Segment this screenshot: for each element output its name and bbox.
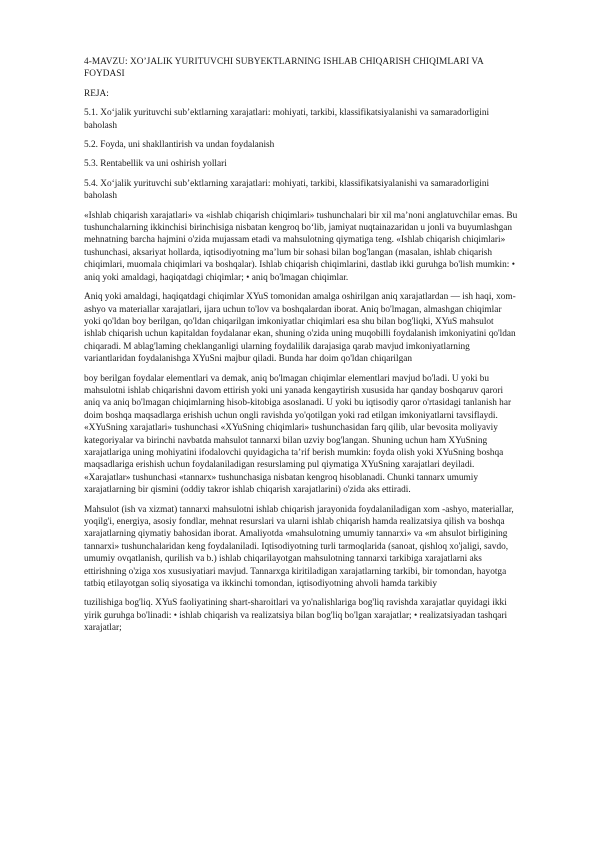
plan-heading: REJA:: [84, 88, 109, 99]
body-paragraph: Aniq yoki amaldagi, haqiqatdagi chiqimlar XYuS tomonidan amalga oshirilgan aniq xarajatlardan — ish haqi, xom-ashyo va materiallar xarajatlari, ijara uchun to'lov va boshqalardan iborat. Aniq bo'lmagan, almashgan chiqimlar yoki qo'ldan boy berilgan, qo'ldan chiqarilgan imkoniyatlar chiqimlari esa shu bilan bog'liqki, XYuS mahsulot ishlab chiqarish uchun kapitaldan foydalanar ekan, shuning o'zida uning muqobilli foydalanish imkoniyatini qo'ldan chiqaradi. M ablag'laming cheklanganligi ularning foydalilik darajasiga qarab mavjud imkoniyatlarning variantlaridan foydalanishga XYuSni majbur qiladi. Bunda har doim qo'ldan chiqarilgan: [84, 292, 516, 365]
body-paragraph: «Ishlab chiqarish xarajatlari» va «ishlab chiqarish chiqimlari» tushunchalari bir xil ma’noni anglatuvchilar emas. Bu tushunchalarning ikkinchisi birinchisiga nisbatan kengroq bo‘lib, jamiyat nuqtainazaridan u jonli va buyumlashgan mehnatning barcha hajmini o'zida mujassam etadi va mahsulotning qiymatiga teng. «Ishlab chiqarish chiqimlari» tushunchasi, aksariyat hollarda, iqtisodiyotning ma’lum bir sohasi bilan bog'langan (masalan, ishlab chiqarish chiqimlari, muomala chiqimlari va boshqalar). Ishlab chiqarish chiqimlarini, dastlab ikki guruhga bo'lish mumkin: • aniq yoki amaldagi, haqiqatdagi chiqimlar; • aniq bo'lmagan chiqimlar.: [84, 210, 518, 283]
plan-item: 5.4. Xo‘jalik yurituvchi sub’ektlarning xarajatlari: mohiyati, tarkibi, klassifikatsiyalanishi va samaradorligini baholash: [84, 178, 490, 202]
plan-item: 5.3. Rentabellik va uni oshirish yollari: [84, 159, 227, 170]
plan-item: 5.1. Xo‘jalik yurituvchi sub’ektlarning xarajatlari: mohiyati, tarkibi, klassifikatsiyalanishi va samaradorligini baholash: [84, 108, 490, 131]
body-paragraph: tuzilishiga bog'liq. XYuS faoliyatining shart-sharoitlari va yo'nalishlariga bog'liq ravishda xarajatlar quyidagi ikki yirik guruhga bo'linadi: • ishlab chiqarish va realizatsiya bilan bog'liq bo'lgan xarajatlar; • realizatsiyadan tashqari xarajatlar;: [84, 598, 508, 634]
document-title: 4-MAVZU: XO’JALIK YURITUVCHI SUBYEKTLARNING ISHLAB CHIQARISH CHIQIMLARI VA FOYDASI: [84, 57, 484, 80]
body-paragraph: boy berilgan foydalar elementlari va demak, aniq bo'lmagan chiqimlar elementlari mavjud bo'ladi. U yoki bu mahsulotni ishlab chiqarishni davom ettirish yoki uni yanada kengaytirish xususida har qanday boshqaruv qarori aniq va aniq bo'lmagan chiqimlarning hisob-kitobiga asoslanadi. U yoki bu iqtisodiy qaror o'rtasidagi tanlanish har doim boshqa maqsadlarga erishish uchun ongli ravishda yo'qotilgan yoki rad etilgan imkoniyatlarni tavsiflaydi. «XYuSning xarajatlari» tushunchasi «XYuSning chiqimlari» tushunchasidan farq qilib, ular bevosita moliyaviy kategoriyalar va birinchi navbatda mahsulot tannarxi bilan uzviy bog'langan. Shuning uchun ham XYuSning xarajatlariga uning mohiyatini ifodalovchi quyidagicha ta’rif berish mumkin: foyda olish yoki XYuSning boshqa maqsadlariga erishish uchun foydalaniladigan resurslaming pul qiymatiga XYuSning xarajatlari deyiladi. «Xarajatlar» tushunchasi «tannarx» tushunchasiga nisbatan kengroq hisoblanadi. Chunki tannarx umumiy xarajatlarning bir qismini (oddiy takror ishlab chiqarish xarajatlarini) o'zida aks ettiradi.: [84, 373, 512, 496]
plan-item: 5.2. Foyda, uni shakllantirish va undan foydalanish: [84, 140, 275, 151]
body-paragraph: Mahsulot (ish va xizmat) tannarxi mahsulotni ishlab chiqarish jarayonida foydalaniladigan xom -ashyo, materiallar, yoqilg'i, energiya, asosiy fondlar, mehnat resurslari va ularni ishlab chiqarish hamda realizatsiya qilish va boshqa xarajatlarning qiymatiy bahosidan iborat. Amaliyotda «mahsulotning umumiy tannarxi» va «m ahsulot birligining tannarxi» tushunchalaridan keng foydalaniladi. Iqtisodiyotning turli tarmoqlarida (sanoat, qishloq xo'jaligi, savdo, umumiy ovqatlanish, qurilish va b.) ishlab chiqarilayotgan mahsulotning tannarxi tarkibiga xarajatlarni aks ettirishning o'ziga xos xususiyatiari mavjud. Tannarxga kiritiladigan xarajatlarning tarkibi, bir tomondan, hayotga tatbiq etilayotgan soliq siyosatiga va ikkinchi tomondan, iqtisodiyotning ahvoli hamda tarkibiy: [84, 504, 514, 590]
document-page: [84, 56, 518, 642]
